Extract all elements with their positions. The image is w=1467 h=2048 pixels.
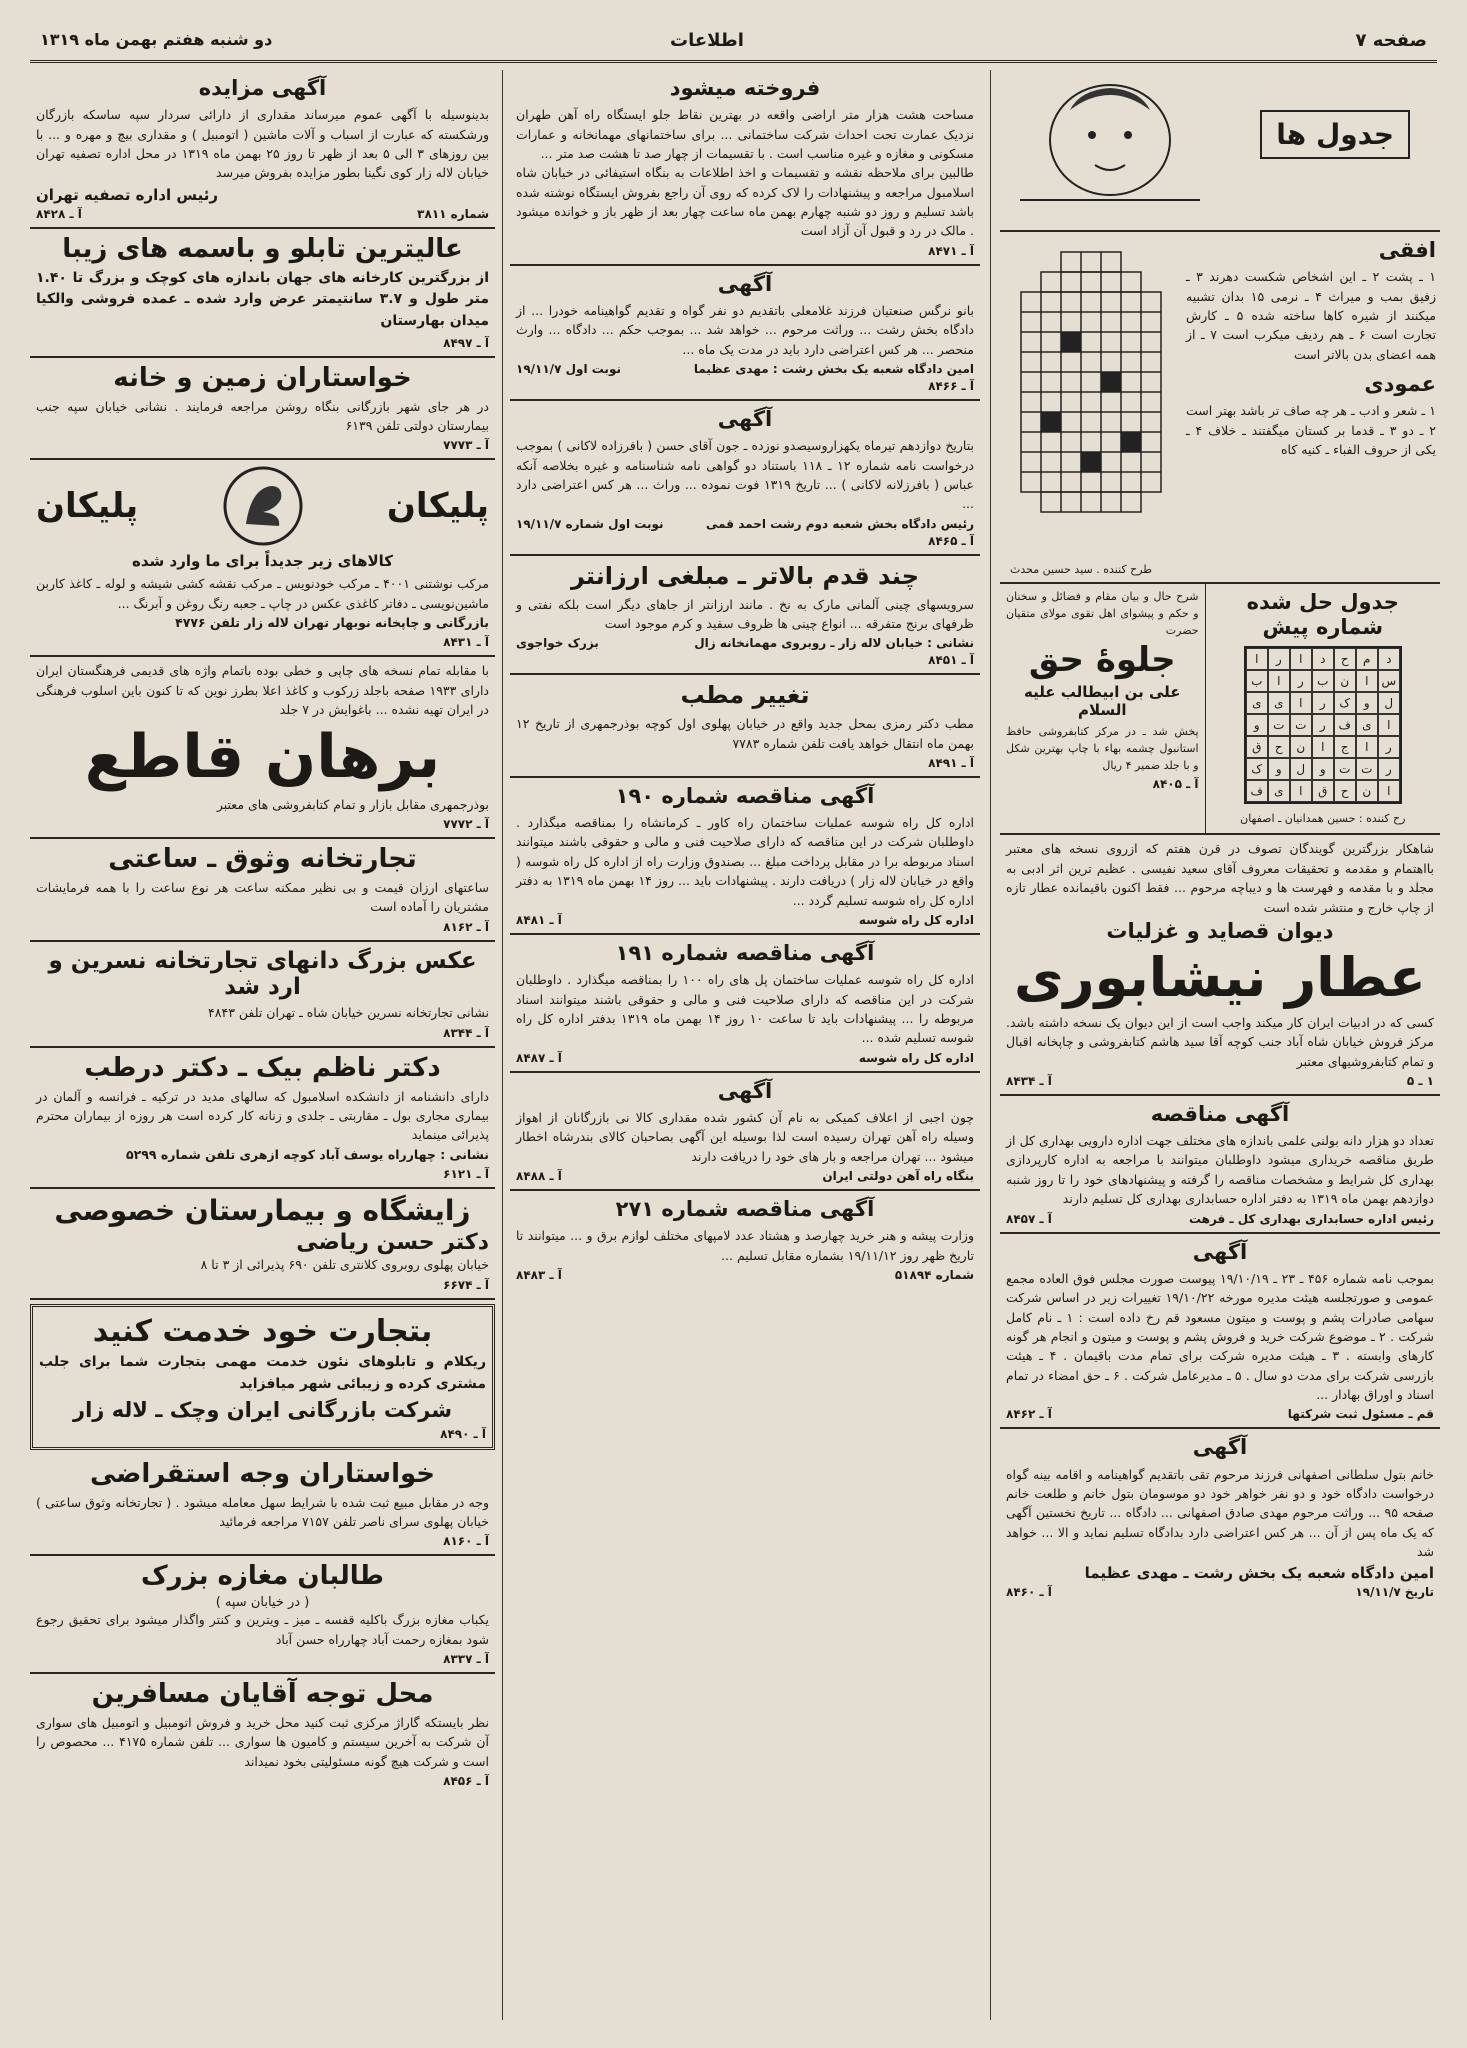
- tender-271-code: آ ـ ۸۴۸۳: [516, 1267, 562, 1282]
- court-notice-2-text: بتاریخ دوازدهم تیرماه یکهزاروسیصدو نوزده ـ جون آقای حسن ( بافرزاده لاکانی ) بموجب درخواست نامه شماره ۱۲ ـ ۱۱۸ باستناد دو گواهی نامه شناسنامه و غیره بخلاصه آنکه عباس ( بافرزلانه لاکانی ) ... تاریخ ۱۳۱۹ فوت نموده ... وراث ... هر کس اعتراضی دارد ...: [516, 438, 974, 512]
- vosogh-text: ساعتهای ارزان قیمت و بی نظیر ممکنه ساعت هر نوع ساعت را با همه فرمایشات مشتریان را آماده است: [36, 879, 489, 915]
- grid-cell: ب: [1312, 670, 1334, 692]
- borhan-name: برهان قاطع: [84, 721, 441, 792]
- court-notice-1-date: نوبت اول ۱۹/۱۱/۷: [516, 362, 621, 377]
- grid-cell: ن: [1356, 780, 1378, 802]
- auction-code: آ ـ ۸۴۲۸: [36, 206, 82, 221]
- solved-title: جدول حل شده شماره پیش: [1246, 590, 1399, 640]
- land-sale-text: مساحت هشت هزار متر اراضی واقعه در بهترین نقاط جلو ایستگاه راه آهن طهران نزدیک عمارت تحت احداث شرکت ساختمانی ... برای ساختمانهای مهمانخانه و عمارات مسکونی و مغازه و غیره مناسب است . با تقسیمات از چهار صد تا هشت صد متر ...: [516, 107, 974, 161]
- grid-cell: ا: [1290, 648, 1312, 670]
- grid-cell: ح: [1334, 648, 1356, 670]
- grid-cell: ک: [1334, 692, 1356, 714]
- tender-271-text: وزارت پیشه و هنر خرید چهارصد و هشتاد عدد لامپهای مختلف لوازم برق و ... میتوانند تا تاریخ ظهر روز ۱۹/۱۱/۱۲ بشماره مقابل تسلیم ...: [516, 1228, 974, 1263]
- real-estate-title: خواستاران زمین و خانه: [113, 362, 412, 393]
- tender-190-code: آ ـ ۸۴۸۱: [516, 912, 562, 927]
- jelve-hagh-ad: [1000, 584, 1205, 833]
- divan-num: ۱ ـ ۵: [1406, 1073, 1434, 1088]
- grid-cell: م: [1356, 648, 1378, 670]
- company-notice-sig: قم ـ مسئول ثبت شرکتها: [1287, 1407, 1434, 1422]
- doctor-title: دکتر ناظم بیک ـ دکتر درطب: [84, 1052, 441, 1083]
- maternity-code: آ ـ ۶۶۷۴: [443, 1277, 489, 1292]
- grid-cell: ت: [1356, 758, 1378, 780]
- land-sale-code: آ ـ ۸۴۷۱: [928, 243, 974, 258]
- travelers-code: آ ـ ۸۴۵۶: [443, 1774, 489, 1789]
- divan-text2: کسی که در ادبیات ایران کار میکند واجب است از این دیوان یک نسخه داشته باشد. مرکز فروش خیابان شاه آباد جنب کوچه آقا سید هاشم کتابفروشی و چاپخانه اقبال و تمام کتابفروشیهای معتبر: [1006, 1014, 1434, 1069]
- grid-cell: ر: [1312, 692, 1334, 714]
- pelican-addr: بازرگانی و چاپخانه نوبهار تهران لاله زار تلفن ۴۷۷۶: [175, 615, 489, 631]
- land-sale-title: فروخته میشود: [669, 76, 821, 100]
- borhan-code: آ ـ ۷۷۷۲: [443, 816, 489, 831]
- pelican-name-right: پلیکان: [386, 486, 489, 527]
- column-divider: [990, 70, 991, 2020]
- auction-sig: رئیس اداره تصفیه تهران: [36, 185, 218, 204]
- jelve-desc: شرح حال و بیان مقام و فضائل و سخنان و حکم و پیشوای اهل تقوی مولای متقیان حضرت: [1006, 590, 1199, 638]
- grid-cell: ی: [1268, 780, 1290, 802]
- page-header: [30, 28, 1437, 63]
- inheritance-title: آگهی: [1192, 1435, 1248, 1460]
- jelve-code: آ ـ ۸۴۰۵: [1152, 777, 1199, 792]
- neon-text: ریکلام و تابلوهای نئون خدمت مهمی بتجارت شما برای جلب مشتری کرده و زیبائی شهر میافزاید: [39, 1354, 486, 1392]
- court-notice-2: [510, 401, 980, 556]
- crossword-across-clues: ۱ ـ پشت ۲ ـ این اشخاص شکست دهرند ۳ ـ زفیق بمب و میراث ۴ ـ نرمی ۱۵ بدان تشبیه میکنند از شیره کاها ساخته شده ۵ ـ کارش تجارت است ۶ ـ هم ردیف میکرب است ۷ ـ از همه اعضای بدن بالاتر است: [1186, 269, 1437, 362]
- auction-ad: [30, 70, 495, 229]
- china-shop-addr: نشانی : خیابان لاله زار ـ روبروی مهمانخانه زال: [694, 636, 974, 651]
- inheritance-date: تاریخ ۱۹/۱۱/۷: [1355, 1585, 1434, 1600]
- divan-code: آ ـ ۸۴۳۴: [1006, 1073, 1052, 1088]
- paintings-title: عالیترین تابلو و باسمه های زیبا: [62, 233, 463, 264]
- tender-191-title: آگهی مناقصه شماره ۱۹۱: [615, 940, 875, 965]
- office-change-ad: [510, 675, 980, 778]
- grid-cell: ا: [1268, 670, 1290, 692]
- jelve-distribution: پخش شد ـ در مرکز کتابفروشی حافظ استانبول چشمه بهاء با چاپ بهترین شکل و با جلد ضمیر ۴ ریال: [1006, 725, 1199, 773]
- land-sale-ad: [510, 70, 980, 266]
- tender-191-sig: اداره کل راه شوسه: [858, 1050, 974, 1065]
- grid-cell: ر: [1312, 714, 1334, 736]
- china-shop-text: سرویسهای چینی آلمانی مارک به نخ . مانند ارزانتر از جاهای دیگر است بلکه نفتی و ظرفهای برنج متفرقه ... انواع چینی ها ظروف سفید و کرم موجود است: [516, 596, 974, 631]
- paintings-ad: [30, 229, 495, 358]
- grid-cell: ی: [1246, 692, 1268, 714]
- tender-271-title: آگهی مناقصه شماره ۲۷۱: [615, 1196, 875, 1221]
- pelican-name-left: پلیکان: [36, 486, 139, 527]
- office-change-title: تغییر مطب: [680, 681, 810, 710]
- tender-190-sig: اداره کل راه شوسه: [858, 912, 974, 927]
- grid-cell: ل: [1290, 758, 1312, 780]
- grid-cell: د: [1378, 648, 1400, 670]
- grid-cell: د: [1312, 648, 1334, 670]
- crossword-down-clues: ۱ ـ شعر و ادب ـ هر چه صاف تر باشد بهتر است ۲ ـ دو ۳ ـ قدما بر کستان میگفتند ـ خلاف ۴ ـ یکی از حروف الفباء ـ کنیه کاه: [1186, 403, 1436, 457]
- doctor-text: دارای دانشنامه از دانشکده اسلامبول که سالهای مدید در ترکیه ـ فرانسه و آلمان در بیماری مجاری بول ـ مقاربتی ـ جلدی و زنانه کار کرده است هر روزه از بیماران محترم پذیرائی مینماید: [36, 1088, 489, 1143]
- tender-190-title: آگهی مناقصه شماره ۱۹۰: [615, 783, 875, 808]
- railway-notice-sig: بنگاه راه آهن دولتی ایران: [822, 1168, 974, 1183]
- tender-191-ad: [510, 935, 980, 1073]
- grid-cell: ر: [1290, 670, 1312, 692]
- grid-cell: و: [1356, 692, 1378, 714]
- court-notice-2-date: نوبت اول شماره ۱۹/۱۱/۷: [516, 516, 664, 531]
- grid-cell: ب: [1246, 670, 1268, 692]
- tender-190-text: اداره کل راه شوسه عملیات ساختمان راه کاور ـ کرمانشاه را بمناقصه میگذارد . داوطلبان شرکت در این مناقصه که دارای صلاحیت فنی و مالی و حقوقی باشند میتوانند اسناد مربوطه برا در مقابل پرداخت مبلغ ... بصندوق وزارت راه از اداره کل راه شوسه ( واقع در خیابان لاله زار ) دریافت دارند . پیشنهادات باید ... روز ۱۴ بهمن ماه ۱۳۱۹ به دفتر اداره کل راه شوسه تسلیم گردد ...: [516, 815, 974, 908]
- pelican-code: آ ـ ۸۴۳۱: [443, 635, 489, 650]
- office-change-text: مطب دکتر رمزی بمحل جدید واقع در خیابان پهلوی اول کوچه بوذرجمهری از تاریخ ۱۲ بهمن ماه انتقال خواهد یافت تلفن شماره ۷۷۸۳: [516, 716, 974, 751]
- divan-text: شاهکار بزرگترین گویندگان تصوف در قرن هفتم که ازروی نسخه های معتبر بااهتمام و مقدمه و تحقیقات معروف آقای سعید نفیسی . عظیم ترین اثر ادبی به مجلد و با مقدمه و فهرست ها و دیباچه مرحوم ... فقط اکنون باقیمانده عطار تازه از چاپ خارج و منتشر شده است: [1006, 841, 1434, 915]
- grid-cell: ف: [1246, 780, 1268, 802]
- maternity-ad: [30, 1189, 495, 1300]
- railway-notice-title: آگهی: [717, 1078, 773, 1103]
- portrait-sketch-icon: [1000, 70, 1230, 210]
- tender-191-text: اداره کل راه شوسه عملیات ساختمان پل های راه ۱۰۰ را بمناقصه میگذارد . داوطلبان شرکت در این مناقصه که دارای صلاحیت فنی و مالی و حقوقی باشند میتوانند اسناد مربوطه را ... پیشنهادات باید تا ساعت ۱۰ روز ۱۴ بهمن ماه ۱۳۱۹ بدفتر اداره کل راه شوسه تسلیم شده ...: [516, 972, 974, 1046]
- grid-cell: ا: [1356, 670, 1378, 692]
- doctor-code: آ ـ ۶۱۲۱: [443, 1167, 489, 1182]
- newspaper-name: اطلاعات: [670, 30, 744, 51]
- paintings-code: آ ـ ۸۴۹۷: [443, 335, 489, 350]
- china-shop-ad: [510, 556, 980, 676]
- grid-cell: ل: [1378, 692, 1400, 714]
- company-notice-code: آ ـ ۸۴۶۲: [1006, 1407, 1052, 1422]
- column-right: [1000, 70, 1440, 2030]
- grid-cell: ح: [1334, 780, 1356, 802]
- issue-date: دو شنبه هفتم بهمن ماه ۱۳۱۹: [40, 30, 273, 49]
- grid-cell: و: [1246, 714, 1268, 736]
- grid-cell: ح: [1268, 736, 1290, 758]
- vosogh-code: آ ـ ۸۱۶۲: [443, 919, 489, 934]
- grid-cell: ک: [1246, 758, 1268, 780]
- nasrin-text: نشانی تجارتخانه نسرین خیابان شاه ـ تهران تلفن ۴۸۴۳: [208, 1005, 489, 1021]
- tender-191-code: آ ـ ۸۴۸۷: [516, 1050, 562, 1065]
- grid-cell: ت: [1268, 714, 1290, 736]
- inheritance-code: آ ـ ۸۴۶۰: [1006, 1585, 1052, 1600]
- vosogh-title: تجارتخانه وثوق ـ ساعتی: [108, 843, 417, 874]
- grid-cell: ا: [1378, 714, 1400, 736]
- monaghese-title: آگهی مناقصه: [1150, 1101, 1290, 1126]
- court-notice-1-sig: امین دادگاه شعبه یک بخش رشت : مهدی عظیما: [693, 362, 974, 377]
- railway-notice-ad: [510, 1073, 980, 1191]
- crossword-credit: طرح کننده . سید حسین محدث: [1010, 563, 1153, 576]
- pelican-logo-icon: [221, 464, 305, 548]
- grid-cell: ر: [1378, 736, 1400, 758]
- shop-ad: [30, 1556, 495, 1674]
- divan-title: دیوان قصاید و غزلیات: [1106, 918, 1334, 943]
- crossword-grid[interactable]: [1006, 242, 1176, 532]
- neon-company: شرکت بازرگانی ایران وچک ـ لاله زار: [73, 1397, 452, 1422]
- railway-notice-code: آ ـ ۸۴۸۸: [516, 1168, 562, 1183]
- travelers-ad: [30, 1674, 495, 1794]
- china-shop-title: چند قدم بالاتر ـ مبلغی ارزانتر: [570, 561, 920, 590]
- grid-cell: ر: [1268, 648, 1290, 670]
- jelve-title: جلوهٔ حق: [1028, 640, 1176, 681]
- column-divider: [502, 70, 503, 2020]
- grid-cell: ج: [1334, 736, 1356, 758]
- grid-cell: ا: [1290, 692, 1312, 714]
- grid-cell: و: [1268, 758, 1290, 780]
- solved-credit: رح کننده : حسین همدانیان ـ اصفهان: [1240, 812, 1406, 826]
- loan-code: آ ـ ۸۱۶۰: [443, 1534, 489, 1549]
- real-estate-text: در هر جای شهر بازرگانی بنگاه روشن مراجعه فرمایند . نشانی خیابان سپه جنب بیمارستان دولتی تلفن ۶۱۳۹: [36, 398, 489, 433]
- court-notice-2-sig: رئیس دادگاه بخش شعبه دوم رشت احمد قمی: [706, 516, 974, 531]
- auction-num: شماره ۳۸۱۱: [417, 206, 489, 221]
- solved-crossword: [1205, 584, 1440, 833]
- doctor-addr: نشانی : چهارراه یوسف آباد کوچه ازهری تلفن شماره ۵۲۹۹: [125, 1146, 489, 1162]
- tender-271-num: شماره ۵۱۸۹۴: [894, 1267, 974, 1282]
- nasrin-title: عکس بزرگ دانهای تجارتخانه نسرین و ارد شد: [48, 947, 477, 1000]
- neon-code: آ ـ ۸۴۹۰: [440, 1426, 486, 1441]
- tender-271-ad: [510, 1191, 980, 1288]
- inheritance-sig: امین دادگاه شعبه یک بخش رشت ـ مهدی عظیما: [1084, 1564, 1434, 1583]
- china-shop-sig: بزرک خواجوی: [516, 636, 599, 651]
- jelve-subtitle: علی بن ابیطالب علیه السلام: [1023, 683, 1181, 720]
- court-notice-2-title: آگهی: [717, 407, 773, 432]
- crossword-title: جدول ها: [1260, 110, 1410, 159]
- pelican-text: مرکب نوشتنی ۴۰۰۱ ـ مرکب خودنویس ـ مرکب نقشه کشی شیشه و لوله ـ کاغذ کاربن ماشین‌نویسی ـ دفاتر کاغذی عکس در چاپ ـ جعبه رنگ روغن و آبرنگ ...: [36, 576, 489, 611]
- maternity-text: خیابان پهلوی روبروی کلانتری تلفن ۶۹۰ پذیرائی از ۳ تا ۸: [200, 1257, 489, 1273]
- column-middle: [510, 70, 980, 2030]
- grid-cell: س: [1378, 670, 1400, 692]
- shop-title: طالبان مغازه بزرک: [140, 1561, 385, 1592]
- grid-cell: ا: [1246, 648, 1268, 670]
- grid-cell: ن: [1334, 670, 1356, 692]
- tender-190-ad: [510, 778, 980, 935]
- maternity-title: زایشگاه و بیمارستان خصوصی: [54, 1194, 471, 1228]
- auction-text: بدینوسیله با آگهی عموم میرساند مقداری از دارائی سردار سپه ساسکه بازرگان ورشکسته که عبارت از اسباب و آلات ماشین ( اتومبیل ) و مقداری بیچ و مهره و ... با بین روزهای ۳ الی ۵ بعد از ظهر تا روز ۲۵ بهمن ماه ۱۳۱۹ در محل اداره تصفیه تهران خیابان لاله زار کوی نگینا بطور مزایده بفروش میرسد: [36, 107, 489, 181]
- nasrin-code: آ ـ ۸۳۴۴: [443, 1025, 489, 1040]
- grid-cell: ا: [1356, 736, 1378, 758]
- travelers-text: نظر بایستکه گاراژ مرکزی ثبت کنید محل خرید و فروش اتومبیل و اتومبیل های سواری آن شرکت به آخرین سیستم و کامیون ها سواری ... تلفن شماره ۴۱۷۵ ... محصوص را است و شرکت هیچ گونه مسئولیتی بخود نمیداند: [36, 1714, 489, 1769]
- column-left: [30, 70, 495, 2030]
- pelican-subtitle: کالاهای زیر جدیداً برای ما وارد شده: [132, 552, 393, 571]
- loan-ad: [30, 1454, 495, 1557]
- crossword-section: [1000, 232, 1440, 584]
- paintings-text: از بزرگترین کارخانه های جهان باندازه های کوچک و بزرگ تا ۱.۴۰ متر طول و ۳.۷ سانتیمتر عرض وارد شده ـ عمده فروشی والکیا میدان بهارستان: [36, 269, 489, 329]
- company-notice-title: آگهی: [1192, 1239, 1248, 1264]
- borhan-text: با مقابله تمام نسخه های چاپی و خطی بوده باتمام واژه های قدیمی فرهنگستان ایران دارای ۱۹۳۳ صفحه باجلد زرکوب و کاغذ اعلا بطرز نوین که تا کنون باین اسلوب فرهنگی در ایران تهیه نشده ... باغوایش در ۷ جلد: [36, 663, 489, 718]
- nasrin-ad: [30, 942, 495, 1048]
- neon-title: بتجارت خود خدمت کنید: [92, 1313, 433, 1349]
- solved-grid: [1244, 646, 1402, 804]
- court-notice-1-title: آگهی: [717, 271, 773, 296]
- maternity-doctor: دکتر حسن ریاضی: [296, 1230, 489, 1256]
- divan-attar-ad: [1000, 833, 1440, 1096]
- grid-cell: ر: [1378, 758, 1400, 780]
- grid-cell: ی: [1268, 692, 1290, 714]
- grid-cell: ا: [1378, 780, 1400, 802]
- grid-cell: ق: [1312, 780, 1334, 802]
- land-sale-text2: طالبین برای ملاحظه نقشه و تقسیمات و اخذ اطلاعات به بنگاه استیفائی در خیابان شاه اسلامبول مراجعه و پیشنهادات را لاک کرده که روی آن راجع بفروش ایستگاه نوشته شده باشد تسلیم و روز دو شنبه چهارم بهمن ماه ساعت چهار بعد از ظهر باز و خوانده میشود . مالک در رد و قبول آن آزاد است: [516, 165, 974, 239]
- real-estate-code: آ ـ ۷۷۷۳: [443, 438, 489, 453]
- railway-notice-text: چون اجبی از اعلاف کمیکی به نام آن کشور شده مقداری کالا نی بازرگانان از اهواز وسیله راه آهن تهران رسیده است لذا بوسیله این آگهی بصاحبان کالای بندرشاه اخطار میشود ... تهران مراجعه و بار های خود را دریافت دارند: [516, 1109, 974, 1164]
- borhan-addr: بوذرجمهری مقابل بازار و تمام کتابفروشی های معتبر: [216, 796, 489, 812]
- shop-subtitle: ( در خیابان سپه ): [215, 1595, 310, 1611]
- borhan-ghate-ad: [30, 657, 495, 839]
- loan-text: وجه در مقابل مبیع ثبت شده با شرایط سهل معامله میشود . ( تجارتخانه وثوق ساعتی ) خیابان پهلوی سرای ناصر تلفن ۷۱۵۷ مراجعه فرمائید: [36, 1494, 489, 1530]
- inheritance-notice-ad: [1000, 1429, 1440, 1605]
- court-notice-2-code: آ ـ ۸۴۶۵: [928, 533, 974, 548]
- shop-code: آ ـ ۸۳۳۷: [443, 1652, 489, 1667]
- court-notice-1-text: بانو نرگس صنعتیان فرزند غلامعلی باتقدیم دو نفر گواه و تقدیم گواهینامه خودرا ... از دادگاه بخش رشت ... وراثت مرحوم ... خواهد شد ... بموجب حکم ... دادگاه ... وارث منحصر ... هر کس اعتراضی دارد باید در مدت یک ماه ...: [516, 303, 974, 357]
- real-estate-ad: [30, 358, 495, 461]
- pelican-ad: [30, 460, 495, 657]
- crossword-down-title: عمودی: [1364, 372, 1436, 397]
- grid-cell: ت: [1334, 758, 1356, 780]
- shop-text: یکباب مغازه بزرگ باکلیه قفسه ـ میز ـ ویترین و کنتر واگذار میشود برای تحقیق رجوع شود بمغازه رحمت آباد چهارراه حسن آباد: [36, 1612, 489, 1647]
- grid-cell: ا: [1290, 780, 1312, 802]
- loan-title: خواستاران وجه استقراضی: [89, 1458, 436, 1489]
- grid-cell: ن: [1290, 736, 1312, 758]
- office-change-code: آ ـ ۸۴۹۱: [928, 755, 974, 770]
- china-shop-code: آ ـ ۸۴۵۱: [928, 653, 974, 668]
- monaghese-ad: [1000, 1096, 1440, 1234]
- grid-cell: و: [1312, 758, 1334, 780]
- court-notice-1: [510, 266, 980, 401]
- grid-cell: ت: [1290, 714, 1312, 736]
- page-number: صفحه ۷: [1355, 30, 1427, 51]
- divan-name: عطار نیشابوری: [1014, 946, 1426, 1010]
- auction-title: آگهی مزایده: [198, 76, 327, 100]
- crossword-header: [1000, 70, 1440, 232]
- inheritance-text: خانم بتول سلطانی اصفهانی فرزند مرحوم تقی باتقدیم گواهینامه و اقامه بینه گواه درخواست دادگاه خود و دو نفر خواهر خود دو موسومان بتول خانم و طلعت خانم صفحه ۹۵ ... وراثت مرحوم مهدی صادق اصفهانی ... دادگاه ... تاریخ نخستین آگهی که یک ماه پس از آن ... هر کس اعتراضی دارد بدادگاه تسلیم نماید و الا ... خواهد شد: [1006, 1466, 1434, 1560]
- grid-cell: ا: [1312, 736, 1334, 758]
- grid-cell: ق: [1246, 736, 1268, 758]
- doctor-ad: [30, 1048, 495, 1189]
- monaghese-text: تعداد دو هزار دانه بولنی علمی باندازه های مختلف جهت اداره دارویی بهداری کل از طریق مناقصه خریداری میشود داوطلبان میتوانند با مراجعه به اداره کارپردازی بهداری کل شرایط و مشخصات مناقصه را گرفته و پیشنهادهای خود را تا روز شنبه دوازدهم بهمن ماه ۱۳۱۹ به دفتر اداره حسابداری بهداری کل تسلیم دارند: [1006, 1133, 1434, 1207]
- monaghese-code: آ ـ ۸۴۵۷: [1006, 1211, 1052, 1226]
- crossword-across-title: افقی: [1378, 238, 1436, 262]
- travelers-title: محل توجه آقایان مسافرین: [91, 1679, 434, 1710]
- company-notice-ad: [1000, 1234, 1440, 1430]
- company-notice-text: بموجب نامه شماره ۴۵۶ ـ ۲۳ ـ ۱۹/۱۰/۱۹ پیوست صورت مجلس فوق العاده مجمع عمومی و صورتجلسه هیئت مدیره مورخه ۱۹/۱۰/۲۲ تغییرات زیر در اساس شرکت سهامی صادرات پشم و پوست و میتون مسعود قم رخ داده است : ۱ ـ نام کامل شرکت . ۲ ـ موضوع شرکت خرید و فروش پشم و پوست و میتون و انجام هر گونه کارهای وابسته . ۳ ـ هیئت مدیره شرکت برای تمام مدت باقیمان . ۴ ـ هیئت بازرسی شرکت برای مدت دو سال . ۵ ـ مدیرعامل شرکت . ۶ ـ حق امضاء در تمام اسناد و اوراق بهادار ...: [1006, 1270, 1435, 1403]
- grid-cell: ف: [1334, 714, 1356, 736]
- vosogh-ad: [30, 839, 495, 942]
- neon-ad: [30, 1304, 495, 1450]
- grid-cell: ی: [1356, 714, 1378, 736]
- court-notice-1-code: آ ـ ۸۴۶۶: [928, 379, 974, 394]
- monaghese-sig: رئیس اداره حسابداری بهداری کل ـ فرهت: [1188, 1211, 1434, 1226]
